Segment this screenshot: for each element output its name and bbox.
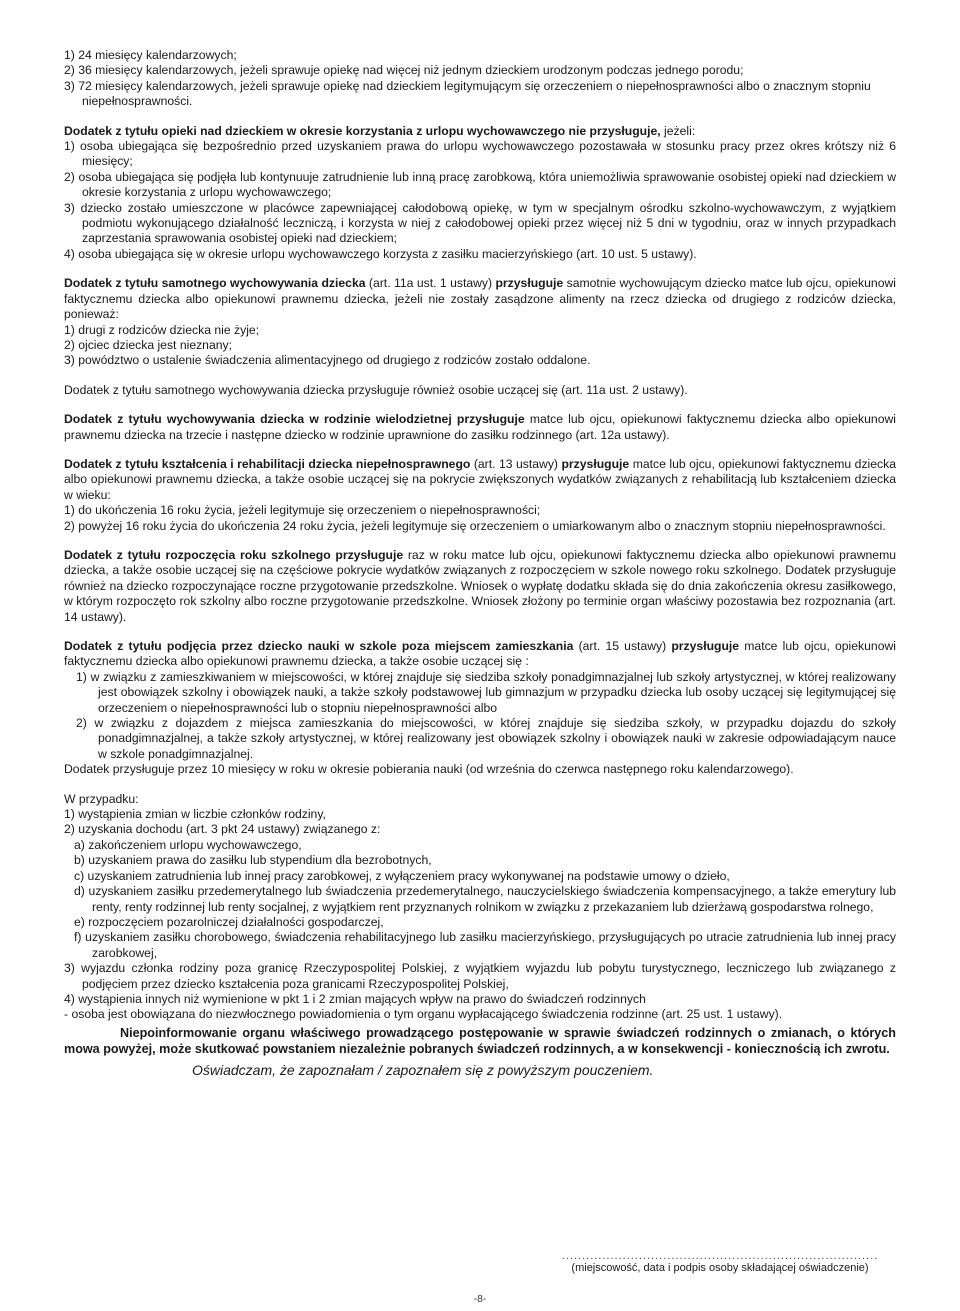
section-wielodzietna-heading: Dodatek z tytułu wychowywania dziecka w rodzinie wielodzietnej przysługuje bbox=[64, 412, 525, 427]
signature-caption: (miejscowość, data i podpis osoby składającej oświadczenie) bbox=[571, 1262, 869, 1274]
sub-list-item: d) uzyskaniem zasiłku przedemerytalnego lub świadczenia przedemerytalnego, nauczycielskiego świadczenia kompensacyjnego, a także emerytury lub renty, renty rodzinnej lub renty socjalnej, z wyjątkiem rent przyznanych rolnikom w związku z przekazaniem lub dzierżawą gospodarstwa rolnego, bbox=[74, 884, 896, 914]
signature-block bbox=[540, 1250, 900, 1274]
section-szkolny-heading: Dodatek z tytułu rozpoczęcia roku szkolnego przysługuje bbox=[64, 547, 404, 562]
list-item: 2) powyżej 16 roku życia do ukończenia 24 roku życia, jeżeli legitymuje się orzeczeniem o umiarkowanym albo o znacznym stopniu niepełnosprawności. bbox=[64, 518, 886, 533]
section-urlop-heading-rest: jeżeli: bbox=[660, 123, 696, 138]
section-samotny-keyword: przysługuje bbox=[495, 276, 564, 291]
list-item: 2) w związku z dojazdem z miejsca zamieszkania do miejscowości, w której znajduje się siedziba szkoły, w przypadku dojazdu do szkoły ponadgimnazjalnej, a także szkoły artystycznej, w której realizowany jest obowiązek szkolny i obowiązek nauki w zakresie odpowiadającym nauce w szkole ponadgimnazjalnej. bbox=[76, 716, 896, 761]
section-wielodzietna bbox=[64, 412, 896, 443]
acknowledgement-statement: Oświadczam, że zapoznałam / zapoznałem się z powyższym pouczeniem. bbox=[192, 1061, 654, 1078]
section-ksztalcenie-text: matce lub ojcu, opiekunowi faktycznemu dziecka albo opiekunowi prawnemu dziecka, a także osobie uczącej się na pokrycie zwiększonych wydatków związanych z rehabilitacją lub kształceniem dziecka w wieku: bbox=[64, 456, 897, 502]
sub-list-item: e) rozpoczęciem pozarolniczej działalności gospodarczej, bbox=[74, 914, 384, 929]
section-samotny-text: samotnie wychowującym dziecko matce lub ojcu, opiekunowi faktycznemu dziecka albo opiekunowi prawnemu dziecka, jeżeli nie zostały zasądzone alimenty na rzecz dziecka od drugiego z rodziców dziecka, ponieważ: bbox=[64, 276, 896, 322]
list-item: 1) do ukończenia 16 roku życia, jeżeli legitymuje się orzeczeniem o niepełnosprawności; bbox=[64, 503, 541, 518]
section-ksztalcenie-heading: Dodatek z tytułu kształcenia i rehabilitacji dziecka niepełnosprawnego bbox=[64, 456, 471, 471]
section-szkolny bbox=[64, 548, 896, 625]
section-nauka-ref: (art. 15 ustawy) bbox=[573, 639, 672, 653]
period-item-2: 2) 36 miesięcy kalendarzowych, jeżeli sprawuje opiekę nad więcej niż jednym dzieckiem urodzonym podczas jednego porodu; bbox=[64, 63, 744, 78]
list-item: 4) osoba ubiegająca się w okresie urlopu wychowawczego korzysta z zasiłku macierzyńskiego (art. 10 ust. 5 ustawy). bbox=[64, 246, 697, 261]
section-wielodzietna-text: matce lub ojcu, opiekunowi faktycznemu dziecka albo opiekunowi prawnemu dziecka na trzecie i następne dziecko w rodzinie uprawnione do zasiłku rodzinnego (art. 12a ustawy). bbox=[64, 412, 896, 442]
list-item: 2) ojciec dziecka jest nieznany; bbox=[64, 337, 233, 352]
sub-list-item: a) zakończeniem urlopu wychowawczego, bbox=[74, 837, 302, 852]
list-item: 3) dziecko zostało umieszczone w placówce zapewniającej całodobową opiekę, w tym w specjalnym ośrodku szkolno-wychowawczym, z wyjątkiem podmiotu wykonującego działalność leczniczą, i korzysta w niej z całodobowej opieki przez więcej niż 5 dni w tygodniu, oraz w innych przypadkach zaprzestania sprawowania osobistej opieki nad dzieckiem; bbox=[64, 200, 896, 246]
list-item: 1) wystąpienia zmian w liczbie członków rodziny, bbox=[64, 807, 326, 822]
section-przypadki bbox=[64, 792, 896, 1023]
list-item: 1) osoba ubiegająca się bezpośrednio przed uzyskaniem prawa do urlopu wychowawczego pozostawała w stosunku pracy przez okres krótszy niż 6 miesięcy; bbox=[64, 139, 896, 169]
sub-list-item: c) uzyskaniem zatrudnienia lub innej pracy zarobkowej, z wyłączeniem pracy wykonywanej na podstawie umowy o dzieło, bbox=[74, 868, 730, 883]
section-nauka-heading: Dodatek z tytułu podjęcia przez dziecko nauki w szkole poza miejscem zamieszkania bbox=[64, 639, 574, 653]
duty-note: - osoba jest obowiązana do niezwłocznego powiadomienia o tym organu wypłacającego świadczenia rodzinne (art. 25 ust. 1 ustawy). bbox=[64, 1007, 783, 1022]
list-item: 1) drugi z rodziców dziecka nie żyje; bbox=[64, 322, 260, 337]
period-list bbox=[64, 48, 896, 110]
section-ksztalcenie bbox=[64, 457, 896, 534]
document-body bbox=[64, 48, 896, 1078]
signature-line: .............................................................................. bbox=[561, 1250, 879, 1262]
list-item: 4) wystąpienia innych niż wymienione w pkt 1 i 2 zmian mających wpływ na prawo do świadczeń rodzinnych bbox=[64, 991, 646, 1006]
section-nauka-keyword: przysługuje bbox=[671, 639, 740, 653]
list-item: 3) wyjazdu członka rodziny poza granicę Rzeczypospolitej Polskiej, z wyjątkiem wyjazdu lub pobytu turystycznego, leczniczego lub związanego z podjęciem przez dziecko kształcenia poza granicami Rzeczypospolitej Polskiej, bbox=[64, 961, 896, 991]
warning-notice: Niepoinformowanie organu właściwego prowadzącego postępowanie w sprawie świadczeń rodzinnych o zmianach, o których mowa powyżej, może skutkować powstaniem niezależnie pobranych świadczeń rodzinnych, a w konsekwencji - koniecznością ich zwrotu. bbox=[64, 1025, 896, 1056]
sub-list-item: b) uzyskaniem prawa do zasiłku lub stypendium dla bezrobotnych, bbox=[74, 853, 432, 868]
period-item-1: 1) 24 miesięcy kalendarzowych; bbox=[64, 48, 237, 62]
section-nauka bbox=[64, 639, 896, 778]
section-nauka-note: Dodatek przysługuje przez 10 miesięcy w roku w okresie pobierania nauki (od września do czerwca następnego roku kalendarzowego). bbox=[64, 762, 794, 777]
section-nauka-text: matce lub ojcu, opiekunowi faktycznemu dziecka albo opiekunowi prawnemu dziecka, a także osobie uczącej się : bbox=[64, 639, 896, 669]
section-ksztalcenie-keyword: przysługuje bbox=[561, 456, 630, 471]
list-item: 1) w związku z zamieszkiwaniem w miejscowości, w której znajduje się siedziba szkoły ponadgimnazjalnej lub szkoły artystycznej, w której realizowany jest obowiązek szkolny i obowiązek nauki, a także szkoły podstawowej lub gimnazjum w przypadku dziecka lub osoby uczącej się legitymującej się orzeczeniem o niepełnosprawności lub o stopniu niepełnosprawności albo bbox=[76, 669, 896, 715]
section-samotny-note: Dodatek z tytułu samotnego wychowywania dziecka przysługuje również osobie uczącej się (art. 11a ust. 2 ustawy). bbox=[64, 382, 688, 397]
section-przypadki-intro: W przypadku: bbox=[64, 791, 139, 806]
list-item: 2) osoba ubiegająca się podjęła lub kontynuuje zatrudnienie lub inną pracę zarobkową, która uniemożliwia sprawowanie osobistej opieki nad dzieckiem w okresie korzystania z urlopu wychowawczego; bbox=[64, 169, 896, 200]
list-item: 2) uzyskania dochodu (art. 3 pkt 24 ustawy) związanego z: bbox=[64, 822, 381, 837]
section-urlop bbox=[64, 124, 896, 263]
section-samotny bbox=[64, 276, 896, 368]
section-samotny-heading: Dodatek z tytułu samotnego wychowywania dziecka bbox=[64, 276, 366, 291]
section-urlop-heading: Dodatek z tytułu opieki nad dzieckiem w okresie korzystania z urlopu wychowawczego nie przysługuje, bbox=[64, 123, 661, 138]
period-item-3: 3) 72 miesięcy kalendarzowych, jeżeli sprawuje opiekę nad dzieckiem legitymującym się orzeczeniem o niepełnosprawności albo o znacznym stopniu niepełnosprawności. bbox=[64, 78, 871, 109]
page-number: -8- bbox=[473, 1294, 487, 1305]
section-samotny-ref: (art. 11a ust. 1 ustawy) bbox=[365, 276, 496, 291]
sub-list-item: f) uzyskaniem zasiłku chorobowego, świadczenia rehabilitacyjnego lub zasiłku macierzyńskiego, przysługujących po utracie zatrudnienia lub innej pracy zarobkowej, bbox=[74, 930, 896, 960]
list-item: 3) powództwo o ustalenie świadczenia alimentacyjnego od drugiego z rodziców zostało oddalone. bbox=[64, 353, 591, 368]
section-ksztalcenie-ref: (art. 13 ustawy) bbox=[470, 456, 562, 471]
section-szkolny-text: raz w roku matce lub ojcu, opiekunowi faktycznemu dziecka albo opiekunowi prawnemu dziecka, a także osobie uczącej się na częściowe pokrycie wydatków związanych z rozpoczęciem w szkole nowego roku szkolnego. Dodatek przysługuje również na dziecko rozpoczynające roczne przygotowanie przedszkolne. Wniosek o wypłatę dodatku składa się do dnia zakończenia okresu zasiłkowego, w którym rozpoczęto rok szkolny albo roczne przygotowanie przedszkolne. Wniosek złożony po terminie organ właściwy pozostawia bez rozpoznania (art. 14 ustawy). bbox=[64, 547, 896, 624]
